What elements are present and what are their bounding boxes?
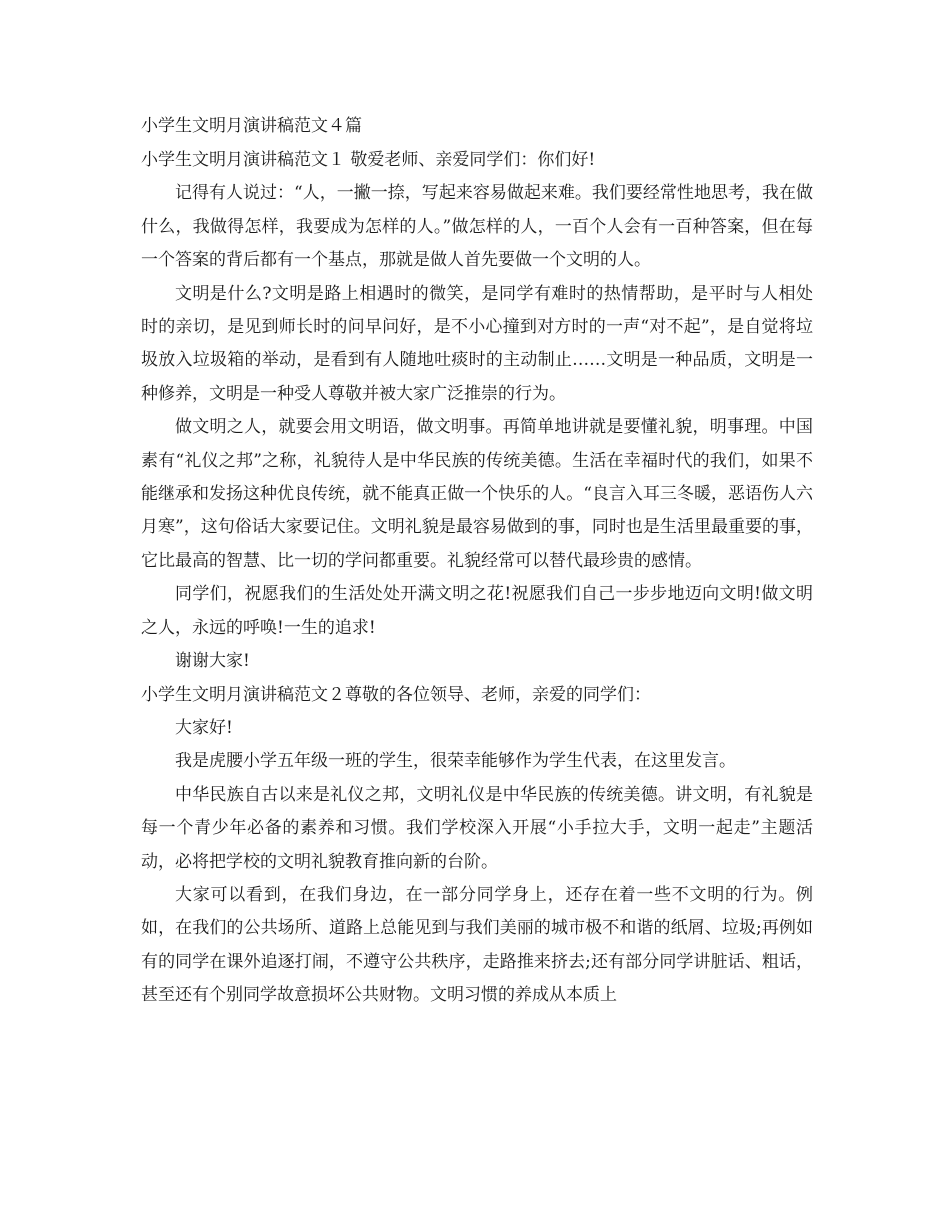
document-body [141,112,813,1013]
paragraph: 做文明之人，就要会用文明语，做文明事。再简单地讲就是要懂礼貌，明事理。中国素有“礼仪之邦”之称，礼貌待人是中华民族的传统美德。生活在幸福时代的我们，如果不能继承和发扬这种优良传统，就不能真正做一个快乐的人。“良言入耳三冬暖，恶语伤人六月寒”，这句俗话大家要记住。文明礼貌是最容易做到的事，同时也是生活里最重要的事，它比最高的智慧、比一切的学问都重要。礼貌经常可以替代最珍贵的感情。 [141,417,813,571]
paragraph: 中华民族自古以来是礼仪之邦，文明礼仪是中华民族的传统美德。讲文明，有礼貌是每一个青少年必备的素养和习惯。我们学校深入开展“小手拉大手，文明一起走”主题活动，必将把学校的文明礼貌教育推向新的台阶。 [141,784,813,872]
paragraph: 大家可以看到，在我们身边，在一部分同学身上，还存在着一些不文明的行为。例如，在我们的公共场所、道路上总能见到与我们美丽的城市极不和谐的纸屑、垃圾;再例如有的同学在课外追逐打闹，不遵守公共秩序，走路推来挤去;还有部分同学讲脏话、粗话，甚至还有个别同学故意损坏公共财物。文明习惯的养成从本质上 [141,884,813,1006]
paragraph: 同学们，祝愿我们的生活处处开满文明之花!祝愿我们自己一步步地迈向文明!做文明之人，永远的呼唤!一生的追求! [141,584,813,638]
document-title: 小学生文明月演讲稿范文４篇 [141,116,362,136]
greeting: 大家好! [175,717,233,738]
speech-1-heading: 小学生文明月演讲稿范文１ 敬爱老师、亲爱同学们：你们好! [141,150,596,170]
speech-2-heading: 小学生文明月演讲稿范文２尊敬的各位领导、老师，亲爱的同学们： [141,684,651,705]
paragraph: 文明是什么?文明是路上相遇时的微笑，是同学有难时的热情帮助，是平时与人相处时的亲切，是见到师长时的问早问好，是不小心撞到对方时的一声“对不起”，是自觉将垃圾放入垃圾箱的举动，是看到有人随地吐痰时的主动制止……文明是一种品质，文明是一种修养，文明是一种受人尊敬并被大家广泛推崇的行为。 [141,283,813,404]
paragraph: 记得有人说过：“人，一撇一捺，写起来容易做起来难。我们要经常性地思考，我在做什么，我做得怎样，我要成为怎样的人。”做怎样的人，一百个人会有一百种答案，但在每一个答案的背后都有一个基点，那就是做人首先要做一个文明的人。 [141,183,813,271]
closing-thanks: 谢谢大家! [175,651,250,672]
paragraph: 我是虎腰小学五年级一班的学生，很荣幸能够作为学生代表，在这里发言。 [175,751,736,772]
